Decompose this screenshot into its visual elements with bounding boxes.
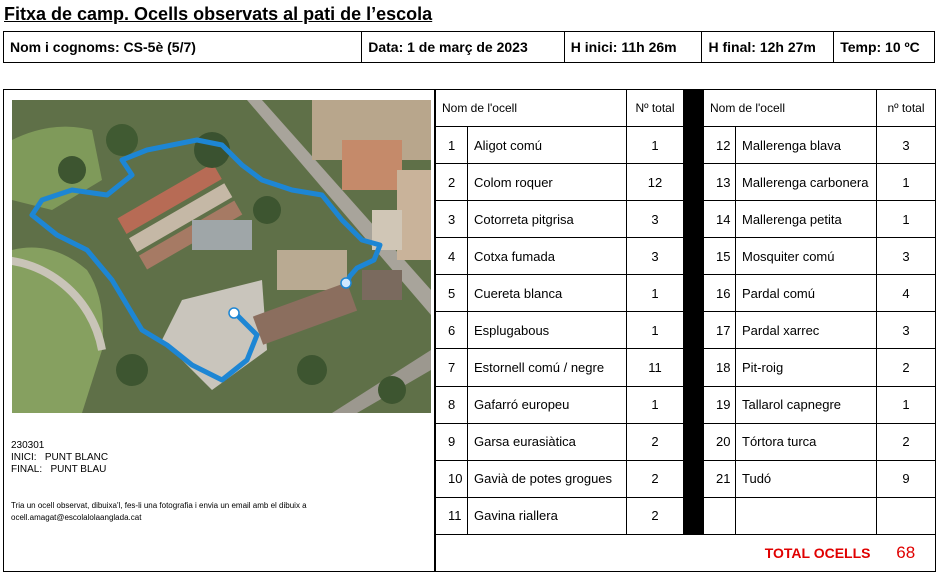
bird-total: 2 [627, 497, 684, 534]
bird-total: 4 [877, 275, 936, 312]
bird-number: 18 [704, 349, 736, 386]
bird-number: 15 [704, 238, 736, 275]
start-point-white [229, 308, 239, 318]
header-end-time: H final: 12h 27m [702, 32, 834, 62]
bird-name: Mallerenga petita [736, 201, 877, 238]
table-row [436, 386, 936, 423]
column-separator [684, 127, 704, 164]
bird-number: 11 [436, 497, 468, 534]
bird-number: 4 [436, 238, 468, 275]
bird-total: 11 [627, 349, 684, 386]
column-separator [684, 460, 704, 497]
bird-number: 6 [436, 312, 468, 349]
bird-total: 1 [877, 386, 936, 423]
bird-number: 7 [436, 349, 468, 386]
bird-total: 3 [877, 127, 936, 164]
bird-number: 8 [436, 386, 468, 423]
bird-number: 21 [704, 460, 736, 497]
bird-name: Mallerenga blava [736, 127, 877, 164]
map-panel [3, 89, 435, 572]
total-value: 68 [877, 534, 936, 571]
bird-total: 1 [627, 312, 684, 349]
bird-number: 20 [704, 423, 736, 460]
bird-total: 3 [627, 238, 684, 275]
bird-name: Gafarró europeu [468, 386, 627, 423]
bird-name: Colom roquer [468, 164, 627, 201]
bird-number: 3 [436, 201, 468, 238]
birds-table [435, 89, 936, 572]
table-row [436, 238, 936, 275]
bird-number: 16 [704, 275, 736, 312]
bird-number: 10 [436, 460, 468, 497]
table-row [436, 423, 936, 460]
column-separator [684, 201, 704, 238]
column-separator [684, 164, 704, 201]
bird-name: Gavià de potes grogues [468, 460, 627, 497]
bird-total: 3 [627, 201, 684, 238]
bird-total: 1 [627, 275, 684, 312]
bird-total: 2 [877, 423, 936, 460]
bird-total: 1 [877, 164, 936, 201]
column-separator [684, 349, 704, 386]
bird-total: 2 [627, 460, 684, 497]
col-name-right: Nom de l'ocell [704, 90, 877, 127]
bird-number: 1 [436, 127, 468, 164]
column-separator [684, 275, 704, 312]
bird-number: 14 [704, 201, 736, 238]
table-row [436, 460, 936, 497]
column-separator [684, 423, 704, 460]
table-row [436, 201, 936, 238]
bird-total: 1 [877, 201, 936, 238]
bird-total: 1 [627, 386, 684, 423]
column-separator [684, 238, 704, 275]
header-name: Nom i cognoms: CS-5è (5/7) [4, 32, 362, 62]
header-temperature: Temp: 10 ºC [840, 39, 920, 55]
bird-total: 3 [877, 312, 936, 349]
bird-total [877, 497, 936, 534]
total-row [436, 534, 936, 571]
bird-name [736, 497, 877, 534]
table-row [436, 164, 936, 201]
column-separator [684, 386, 704, 423]
bird-number: 2 [436, 164, 468, 201]
bird-number: 17 [704, 312, 736, 349]
header-row [3, 31, 935, 63]
bird-name: Cuereta blanca [468, 275, 627, 312]
bird-name: Esplugabous [468, 312, 627, 349]
column-separator [684, 497, 704, 534]
end-point-blue [341, 278, 351, 288]
bird-name: Cotorreta pitgrisa [468, 201, 627, 238]
total-label: TOTAL OCELLS [436, 534, 877, 571]
column-separator [684, 312, 704, 349]
col-name-left: Nom de l'ocell [436, 90, 627, 127]
note-start: INICI: PUNT BLANC [11, 452, 109, 463]
col-total-right: nº total [877, 90, 936, 127]
table-row [436, 312, 936, 349]
bird-total: 12 [627, 164, 684, 201]
bird-name: Cotxa fumada [468, 238, 627, 275]
col-total-left: Nº total [627, 90, 684, 127]
bird-total: 3 [877, 238, 936, 275]
bird-name: Mallerenga carbonera [736, 164, 877, 201]
bird-number: 5 [436, 275, 468, 312]
bird-total: 1 [627, 127, 684, 164]
route-notes [11, 440, 108, 476]
bird-number: 13 [704, 164, 736, 201]
bird-name: Tórtora turca [736, 423, 877, 460]
bird-name: Aligot comú [468, 127, 627, 164]
header-start-time: H inici: 11h 26m [565, 32, 703, 62]
bird-name: Mosquiter comú [736, 238, 877, 275]
bird-name: Pit-roig [736, 349, 877, 386]
table-row [436, 349, 936, 386]
bird-name: Tudó [736, 460, 877, 497]
table-header-row [436, 90, 936, 127]
column-separator [684, 90, 704, 127]
table-row [436, 497, 936, 534]
bird-name: Pardal comú [736, 275, 877, 312]
bird-number: 12 [704, 127, 736, 164]
bird-total: 9 [877, 460, 936, 497]
bird-number [704, 497, 736, 534]
bird-total: 2 [627, 423, 684, 460]
bird-name: Gavina riallera [468, 497, 627, 534]
bird-name: Pardal xarrec [736, 312, 877, 349]
page-title: Fitxa de camp. Ocells observats al pati de l’escola [4, 4, 433, 24]
bird-number: 9 [436, 423, 468, 460]
note-code: 230301 [11, 440, 45, 451]
bird-number: 19 [704, 386, 736, 423]
note-end: FINAL: PUNT BLAU [11, 464, 107, 475]
header-date: Data: 1 de març de 2023 [362, 32, 565, 62]
bird-name: Estornell comú / negre [468, 349, 627, 386]
bird-name: Garsa eurasiàtica [468, 423, 627, 460]
table-row [436, 127, 936, 164]
satellite-map [12, 100, 431, 413]
table-row [436, 275, 936, 312]
bird-total: 2 [877, 349, 936, 386]
bird-name: Tallarol capnegre [736, 386, 877, 423]
email-instructions: Tria un ocell observat, dibuixa'l, fes-li una fotografia i envia un email amb el dibuix a ocell.amagat@escolalolaanglada.cat [11, 501, 307, 522]
